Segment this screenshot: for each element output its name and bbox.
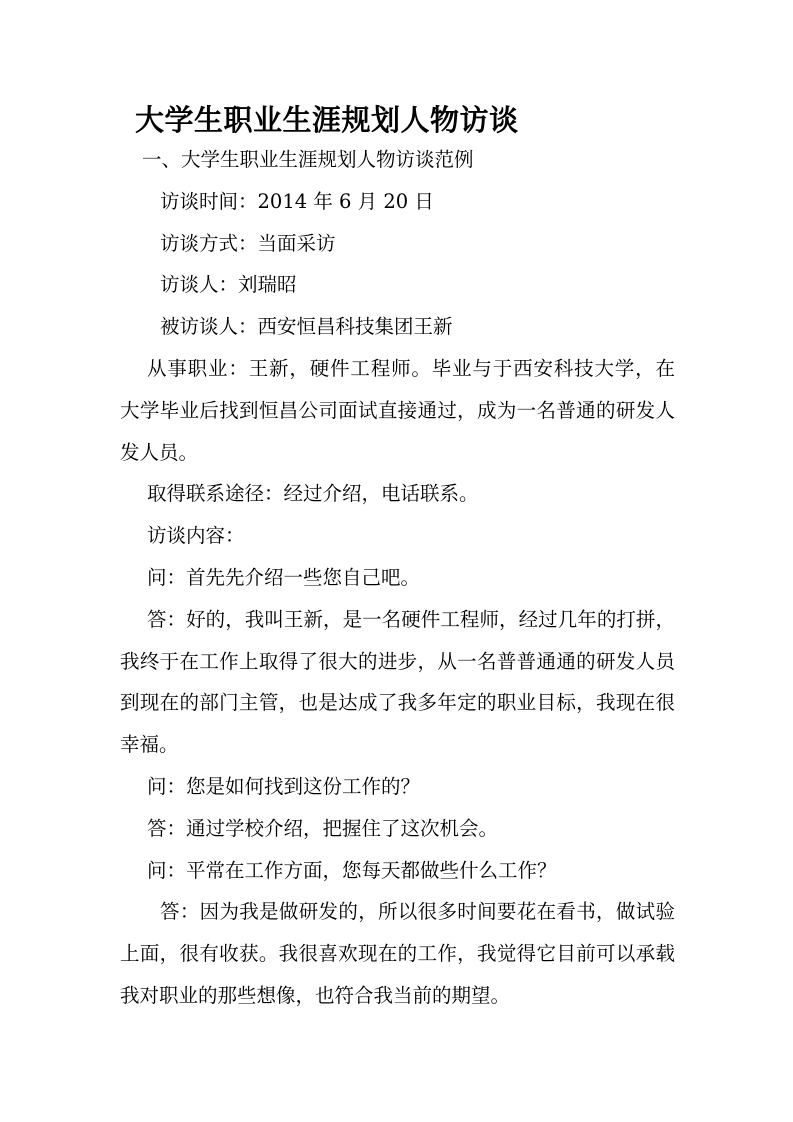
question-3: 问：平常在工作方面，您每天都做些什么工作？: [147, 858, 557, 882]
answer-1-line: 到现在的部门主管，也是达成了我多年定的职业目标，我现在很: [120, 691, 675, 715]
occupation-line: 大学毕业后找到恒昌公司面试直接通过，成为一名普通的研发人: [120, 398, 675, 422]
answer-1-line: 答：好的，我叫王新，是一名硬件工程师，经过几年的打拼，: [147, 607, 675, 631]
section-heading: 一、大学生职业生涯规划人物访谈范例: [142, 148, 474, 171]
answer-1-line: 幸福。: [120, 733, 179, 757]
document-body: [120, 139, 675, 1017]
interview-time: 访谈时间：2014 年 6 月 20 日: [160, 189, 434, 213]
answer-1-line: 我终于在工作上取得了很大的进步，从一名普普通通的研发人员: [120, 649, 675, 673]
occupation-line: 发人员。: [120, 440, 199, 464]
contact-method: 取得联系途径：经过介绍，电话联系。: [147, 482, 479, 506]
document-title: 大学生职业生涯规划人物访谈: [135, 103, 519, 137]
answer-3-line: 上面，很有收获。我很喜欢现在的工作，我觉得它目前可以承载: [120, 942, 675, 966]
answer-2: 答：通过学校介绍，把握住了这次机会。: [147, 816, 499, 840]
occupation-line: 从事职业：王新，硬件工程师。毕业与于西安科技大学，在: [147, 356, 675, 380]
question-1: 问：首先先介绍一些您自己吧。: [147, 565, 421, 589]
answer-3-line: 我对职业的那些想像，也符合我当前的期望。: [120, 983, 511, 1007]
interviewer: 访谈人：刘瑞昭: [160, 273, 297, 297]
answer-3-line: 答：因为我是做研发的，所以很多时间要花在看书，做试验: [160, 900, 675, 924]
content-label: 访谈内容：: [147, 524, 245, 548]
interviewee: 被访谈人：西安恒昌科技集团王新: [160, 315, 453, 339]
question-2: 问：您是如何找到这份工作的？: [147, 774, 421, 798]
interview-method: 访谈方式：当面采访: [160, 231, 336, 255]
